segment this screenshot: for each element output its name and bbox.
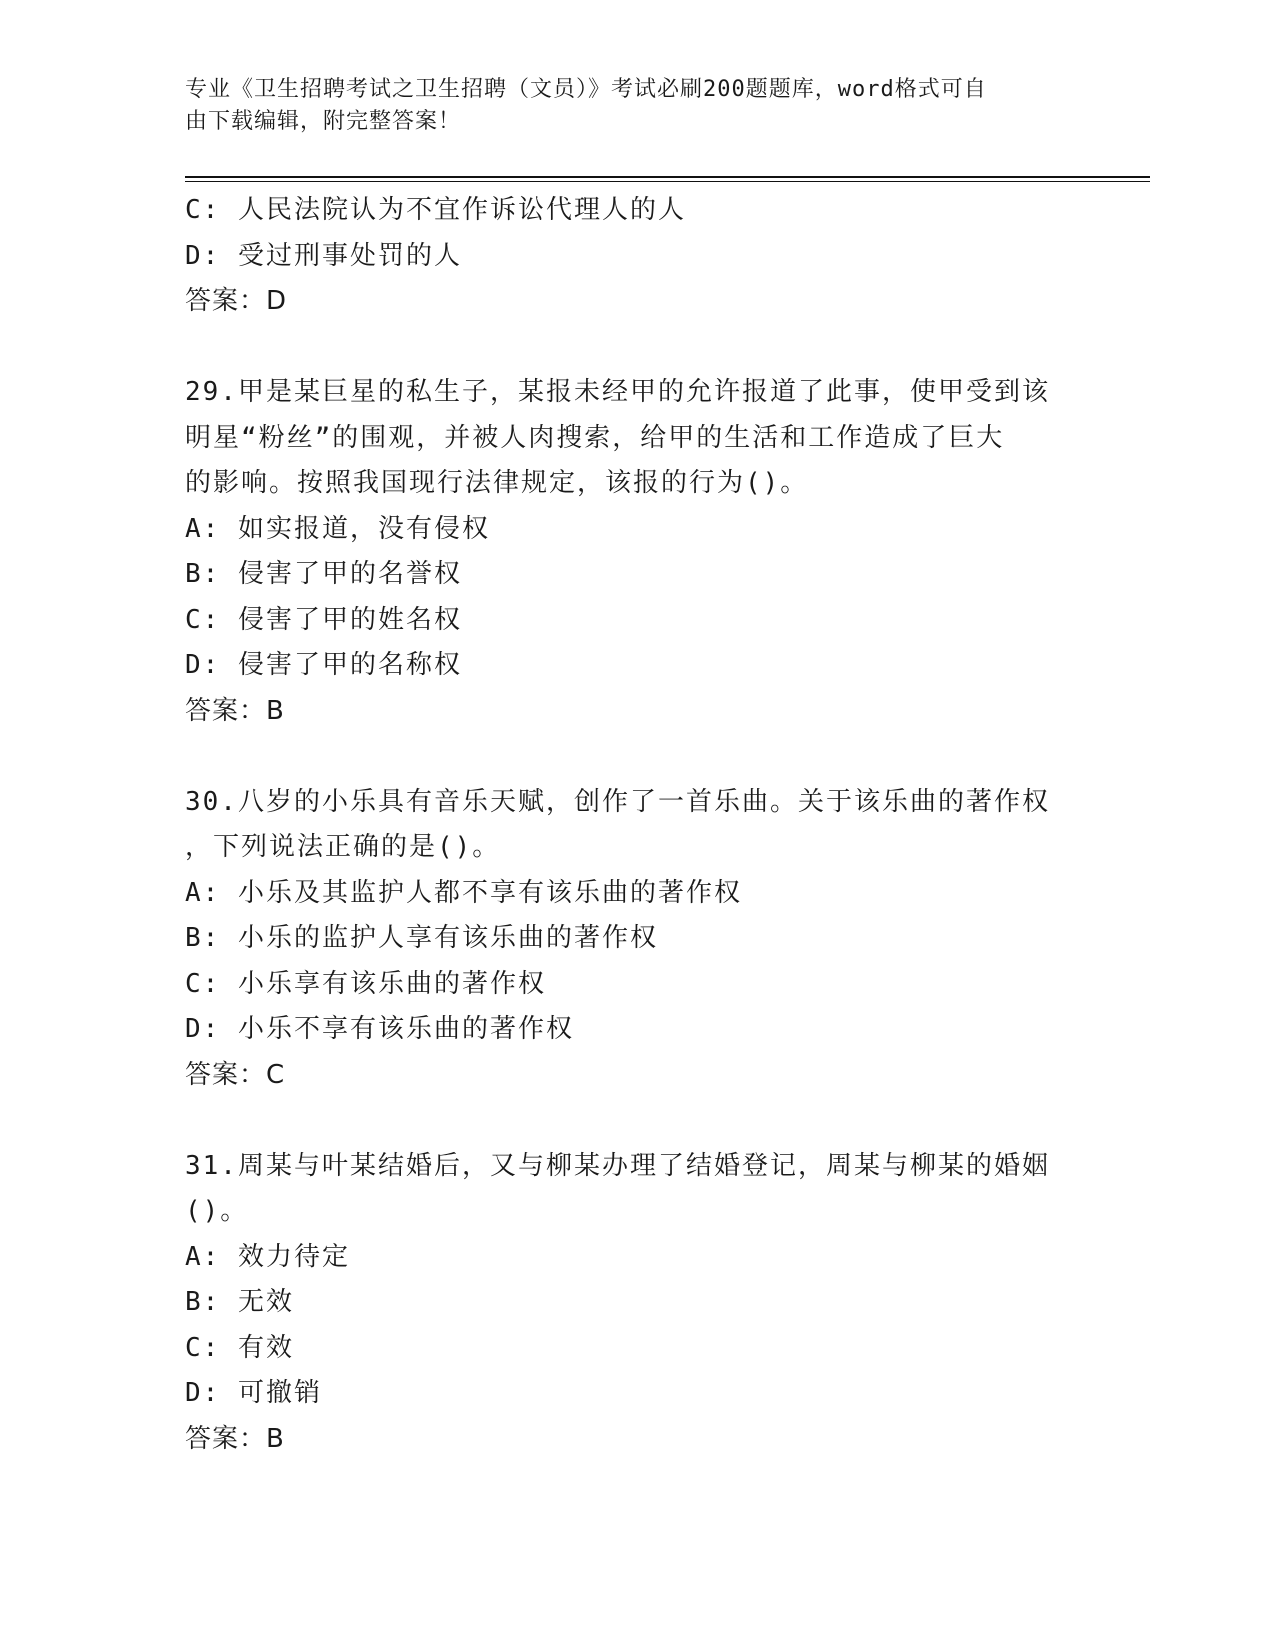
question-stem-line: 30.八岁的小乐具有音乐天赋，创作了一首乐曲。关于该乐曲的著作权 [185, 786, 1050, 817]
question-stem-line: 31.周某与叶某结婚后，又与柳某办理了结婚登记，周某与柳某的婚姻 [185, 1150, 1050, 1181]
answer-label: 答案：C [185, 1059, 286, 1090]
option-a: A: 小乐及其监护人都不享有该乐曲的著作权 [185, 877, 742, 908]
question-spacer [185, 325, 1075, 371]
header-divider-thin [185, 181, 1150, 182]
question-stem-line: ()。 [185, 1196, 249, 1226]
option-b: B: 小乐的监护人享有该乐曲的著作权 [185, 923, 658, 953]
question-list [185, 188, 1075, 1462]
question-31 [185, 1144, 1075, 1463]
answer-label: 答案：B [185, 1423, 285, 1454]
answer-label: 答案：B [185, 695, 285, 726]
answer-label: 答案：D [185, 286, 288, 316]
option-b: B: 侵害了甲的名誉权 [185, 559, 462, 589]
header-divider-thick [185, 176, 1150, 178]
question-spacer [185, 734, 1075, 780]
option-d: D: 可撤销 [185, 1378, 322, 1408]
header-line-1: 专业《卫生招聘考试之卫生招聘（文员）》考试必刷200题题库，word格式可自 [185, 77, 987, 102]
header-line-2: 由下载编辑，附完整答案！ [185, 109, 462, 134]
question-stem-line: 明星“粉丝”的围观，并被人肉搜索，给甲的生活和工作造成了巨大 [185, 422, 1005, 453]
option-c: C: 侵害了甲的姓名权 [185, 604, 462, 635]
question-29 [185, 370, 1075, 734]
option-c: C: 人民法院认为不宜作诉讼代理人的人 [185, 195, 686, 225]
option-d: D: 小乐不享有该乐曲的著作权 [185, 1014, 574, 1044]
option-c: C: 有效 [185, 1332, 294, 1363]
question-stem-line: ，下列说法正确的是()。 [185, 832, 501, 862]
option-b: B: 无效 [185, 1287, 294, 1317]
option-c: C: 小乐享有该乐曲的著作权 [185, 968, 546, 999]
option-d: D: 受过刑事处罚的人 [185, 240, 462, 271]
question-30 [185, 780, 1075, 1099]
question-stem-line: 的影响。按照我国现行法律规定，该报的行为()。 [185, 468, 809, 498]
option-a: A: 如实报道，没有侵权 [185, 513, 490, 544]
question-stem-line: 29.甲是某巨星的私生子，某报未经甲的允许报道了此事，使甲受到该 [185, 377, 1050, 407]
question-28 [185, 188, 1075, 325]
question-spacer [185, 1098, 1075, 1144]
document-header [185, 74, 1085, 138]
option-d: D: 侵害了甲的名称权 [185, 650, 462, 680]
option-a: A: 效力待定 [185, 1241, 350, 1272]
